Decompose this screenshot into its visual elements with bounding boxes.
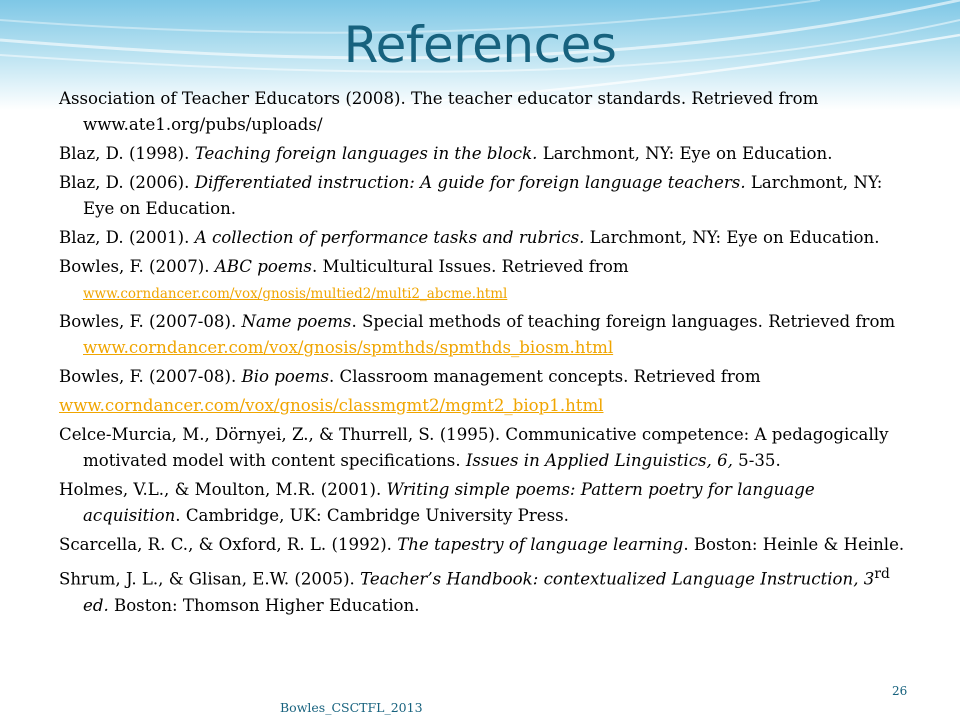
reference-title: Teacher’s Handbook: contextualized Language Instruction, 3 <box>360 569 875 589</box>
reference-item <box>59 561 905 619</box>
reference-text: Celce-Murcia, M., Dörnyei, Z., & Thurrell, S. (1995). Communicative competence: A pedagogically motivated model with content specifications. <box>59 425 889 470</box>
reference-item <box>59 422 905 474</box>
reference-text: . Special methods of teaching foreign languages. Retrieved from <box>351 312 896 331</box>
reference-text: Shrum, J. L., & Glisan, E.W. (2005). <box>59 569 361 589</box>
reference-text: . Multicultural Issues. Retrieved from <box>311 257 629 276</box>
reference-title: Teaching foreign languages in the block. <box>194 144 538 163</box>
reference-item <box>59 364 905 390</box>
reference-superscript: rd <box>874 566 890 582</box>
reference-text: Blaz, D. (2001). <box>59 228 195 247</box>
reference-title: The tapestry of language learning <box>397 535 684 554</box>
reference-link[interactable]: www.corndancer.com/vox/gnosis/classmgmt2/mgmt2_biop1.html <box>59 396 604 415</box>
reference-text: Larchmont, NY: Eye on Education. <box>83 173 883 218</box>
reference-text: Blaz, D. (1998). <box>59 144 195 163</box>
reference-title: Bio poems <box>241 367 329 386</box>
reference-item <box>59 393 905 419</box>
reference-item <box>59 86 905 138</box>
reference-title: ABC poems <box>214 257 312 276</box>
page-number: 26 <box>892 684 908 698</box>
reference-link[interactable]: www.corndancer.com/vox/gnosis/multied2/multi2_abcme.html <box>83 286 508 302</box>
footer-text: Bowles_CSCTFL_2013 <box>280 700 423 715</box>
reference-text: Boston: Thomson Higher Education. <box>108 595 420 615</box>
reference-text: Bowles, F. (2007-08). <box>59 312 242 331</box>
reference-title: Writing simple poems: Pattern poetry for language acquisition <box>83 480 815 525</box>
reference-title: ed. <box>83 595 109 615</box>
slide-title: References <box>343 16 617 74</box>
reference-title: Name poems <box>241 312 352 331</box>
reference-text: Bowles, F. (2007). <box>59 257 215 276</box>
reference-text: . Boston: Heinle & Heinle. <box>683 535 905 554</box>
references-list <box>59 86 905 622</box>
reference-item <box>59 170 905 222</box>
reference-item <box>59 141 905 167</box>
reference-text: Blaz, D. (2006). <box>59 173 195 192</box>
reference-item <box>59 225 905 251</box>
reference-item <box>59 309 905 361</box>
reference-text: . Cambridge, UK: Cambridge University Press. <box>175 506 569 525</box>
reference-title: A collection of performance tasks and rubrics. <box>194 228 585 247</box>
reference-item <box>59 254 905 306</box>
reference-item <box>59 532 905 558</box>
reference-text: Larchmont, NY: Eye on Education. <box>537 144 833 163</box>
reference-text: Larchmont, NY: Eye on Education. <box>584 228 880 247</box>
reference-text: Scarcella, R. C., & Oxford, R. L. (1992). <box>59 535 398 554</box>
reference-title: Differentiated instruction: A guide for foreign language teachers. <box>194 173 746 192</box>
reference-title: Issues in Applied Linguistics, 6, <box>465 451 733 470</box>
reference-item <box>59 477 905 529</box>
reference-text: Holmes, V.L., & Moulton, M.R. (2001). <box>59 480 387 499</box>
reference-text: . Classroom management concepts. Retrieved from <box>328 367 761 386</box>
reference-text: Bowles, F. (2007-08). <box>59 367 242 386</box>
reference-link[interactable]: www.corndancer.com/vox/gnosis/spmthds/spmthds_biosm.html <box>83 338 614 357</box>
reference-text: 5-35. <box>732 451 781 470</box>
reference-text: Association of Teacher Educators (2008). The teacher educator standards. Retrieved from www.ate1.org/pubs/uploads/ <box>59 89 819 134</box>
